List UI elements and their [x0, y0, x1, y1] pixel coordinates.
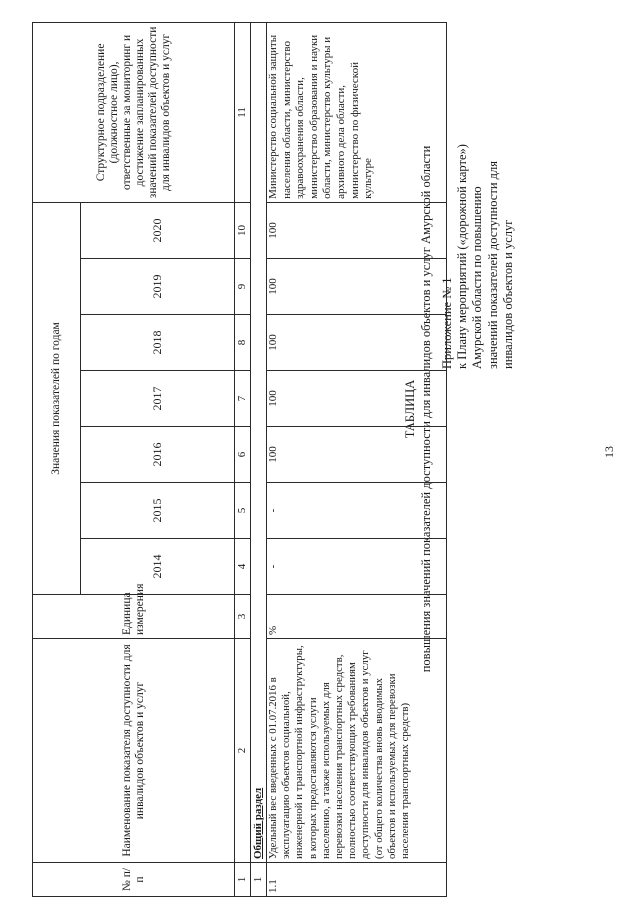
- row-value-2015: -: [267, 483, 447, 539]
- row-value-2017: 100: [267, 371, 447, 427]
- column-number-row: [235, 22, 251, 896]
- row-num: 1.1: [267, 863, 447, 897]
- column-number: 7: [235, 371, 251, 427]
- row-value-2020: 100: [267, 202, 447, 258]
- appendix-line: к Плану мероприятий («дорожной карте»): [455, 144, 470, 369]
- header-year-2019: 2019: [81, 259, 235, 315]
- appendix-line: значений показателей доступности для: [485, 161, 500, 369]
- page-number: 13: [602, 446, 616, 458]
- header-num: № п/п: [33, 863, 235, 897]
- appendix-line: Приложение № 1: [440, 277, 454, 369]
- table-row: [267, 22, 447, 896]
- header-name: Наименование показателя доступности для инвалидов объектов и услуг: [33, 639, 235, 863]
- row-value-2018: 100: [267, 315, 447, 371]
- title-main: ТАБЛИЦА: [403, 379, 417, 439]
- header-values-by-year: Значения показателей по годам: [33, 202, 81, 594]
- appendix-note: [440, 119, 516, 369]
- indicators-table: [32, 22, 447, 897]
- header-year-2018: 2018: [81, 315, 235, 371]
- column-number: 1: [235, 863, 251, 897]
- appendix-line: Амурской области по повышению: [470, 186, 485, 369]
- row-value-2014: -: [267, 539, 447, 595]
- row-responsible: Министерство социальной защиты населения области, министерство здравоохранения области, министерство образования и науки области, министерство культуры и архивного дела области, министерство по физической культуре: [267, 22, 447, 202]
- header-unit: Единица измерения: [33, 595, 235, 639]
- header-year-2015: 2015: [81, 483, 235, 539]
- row-indicator-name: Удельный вес введенных с 01.07.2016 в эксплуатацию объектов социальной, инженерной и транспортной инфраструктуры, в которых предоставляются услуги населению, а также используемых для перевозки населения транспортных средств, полностью соответствующих требованиям доступности для инвалидов объектов и услуг (от общего количества вновь вводимых объектов и используемых для перевозки населения транспортных средств): [267, 639, 447, 863]
- appendix-line: инвалидов объектов и услуг: [500, 219, 515, 369]
- header-responsible: Структурное подразделение (должностное лицо), ответственные за мониторинг и достижение запланированных значений показателей доступности для инвалидов объектов и услуг: [33, 22, 235, 202]
- column-number: 10: [235, 202, 251, 258]
- row-value-2016: 100: [267, 427, 447, 483]
- column-number: 5: [235, 483, 251, 539]
- section-num: 1: [251, 863, 267, 897]
- column-number: 3: [235, 595, 251, 639]
- header-row-group: [33, 22, 81, 896]
- row-unit: %: [267, 595, 447, 639]
- row-value-2019: 100: [267, 259, 447, 315]
- section-label: Общий раздел: [251, 22, 267, 862]
- column-number: 2: [235, 639, 251, 863]
- column-number: 4: [235, 539, 251, 595]
- title-subtitle: повышения значений показателей доступности для инвалидов объектов и услуг Амурской области: [419, 145, 433, 673]
- column-number: 11: [235, 22, 251, 202]
- header-year-2016: 2016: [81, 427, 235, 483]
- header-year-2014: 2014: [81, 539, 235, 595]
- header-year-2020: 2020: [81, 202, 235, 258]
- column-number: 6: [235, 427, 251, 483]
- section-row: [251, 22, 267, 896]
- column-number: 9: [235, 259, 251, 315]
- header-year-2017: 2017: [81, 371, 235, 427]
- column-number: 8: [235, 315, 251, 371]
